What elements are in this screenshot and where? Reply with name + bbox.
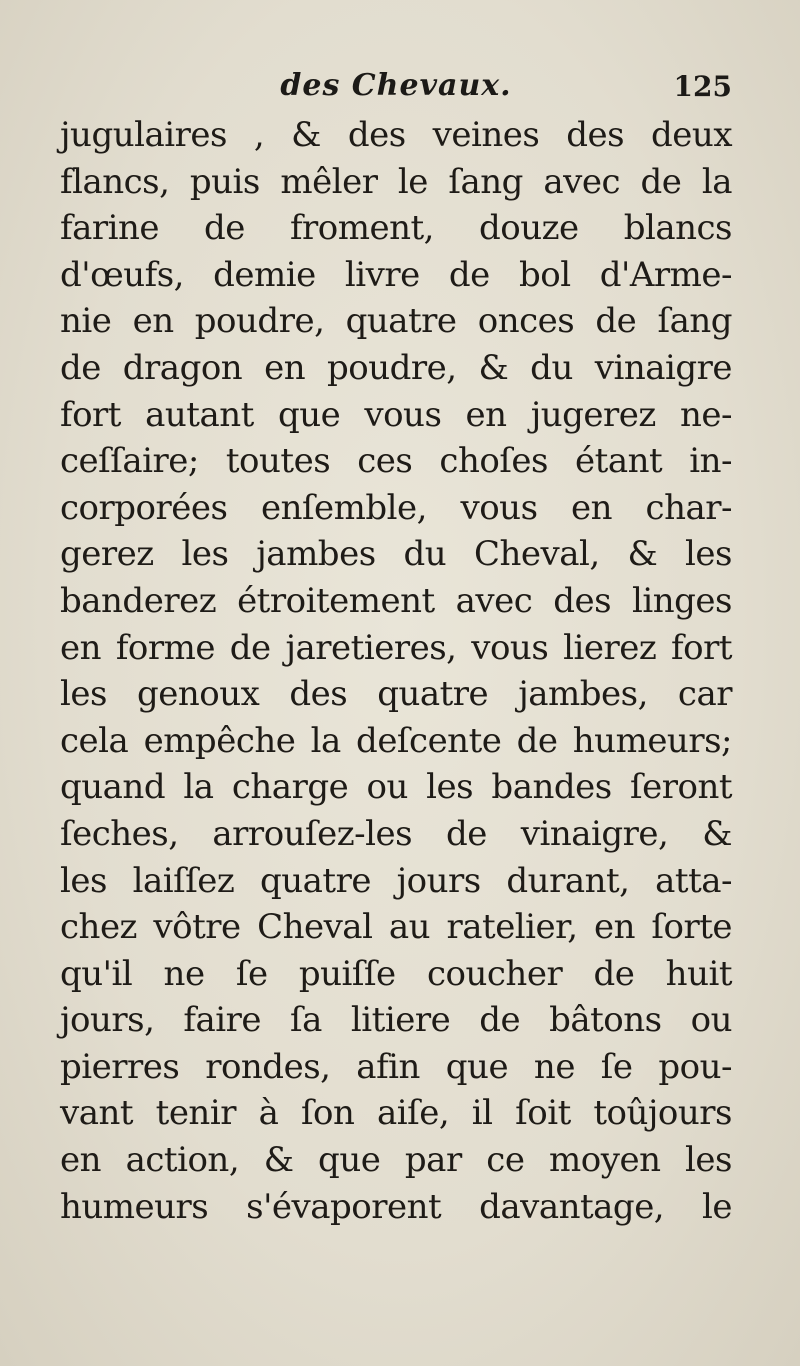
text-line: flancs, puis mêler le ſang avec de la xyxy=(60,161,732,202)
text-line: pierres rondes, afin que ne ſe pou- xyxy=(60,1046,732,1087)
text-line: en forme de jaretieres, vous lierez fort xyxy=(60,627,732,668)
text-line: les laiſſez quatre jours durant, atta- xyxy=(60,860,732,901)
page-number: 125 xyxy=(673,70,732,103)
running-title: des Chevaux. xyxy=(280,68,512,103)
text-line: nie en poudre, quatre onces de ſang xyxy=(60,301,732,342)
text-line: vant tenir à ſon aiſe, il ſoit toûjours xyxy=(60,1093,732,1134)
text-line: qu'il ne ſe puiſſe coucher de huit xyxy=(60,953,732,994)
body-text xyxy=(60,112,732,1230)
text-line: cela empêche la deſcente de humeurs; xyxy=(60,720,732,761)
text-line: banderez étroitement avec des linges xyxy=(60,580,732,621)
text-line: jours, faire ſa litiere de bâtons ou xyxy=(60,1000,732,1041)
text-line: farine de froment, douze blancs xyxy=(60,208,732,249)
text-line: ceſſaire; toutes ces choſes étant in- xyxy=(60,441,732,482)
text-line: fort autant que vous en jugerez ne- xyxy=(60,394,732,435)
text-line: chez vôtre Cheval au ratelier, en ſorte xyxy=(60,907,732,948)
text-line: ſeches, arrouſez-les de vinaigre, & xyxy=(60,813,732,854)
text-line: gerez les jambes du Cheval, & les xyxy=(60,534,732,575)
text-line: quand la charge ou les bandes ſeront xyxy=(60,767,732,808)
text-line: en action, & que par ce moyen les xyxy=(60,1140,732,1181)
text-line: corporées enſemble, vous en char- xyxy=(60,487,732,528)
text-line: de dragon en poudre, & du vinaigre xyxy=(60,347,732,388)
text-line: jugulaires , & des veines des deux xyxy=(60,115,732,155)
text-line: humeurs s'évaporent davantage, le xyxy=(60,1186,732,1227)
text-line: les genoux des quatre jambes, car xyxy=(60,674,732,715)
text-line: d'œufs, demie livre de bol d'Arme- xyxy=(60,254,732,295)
